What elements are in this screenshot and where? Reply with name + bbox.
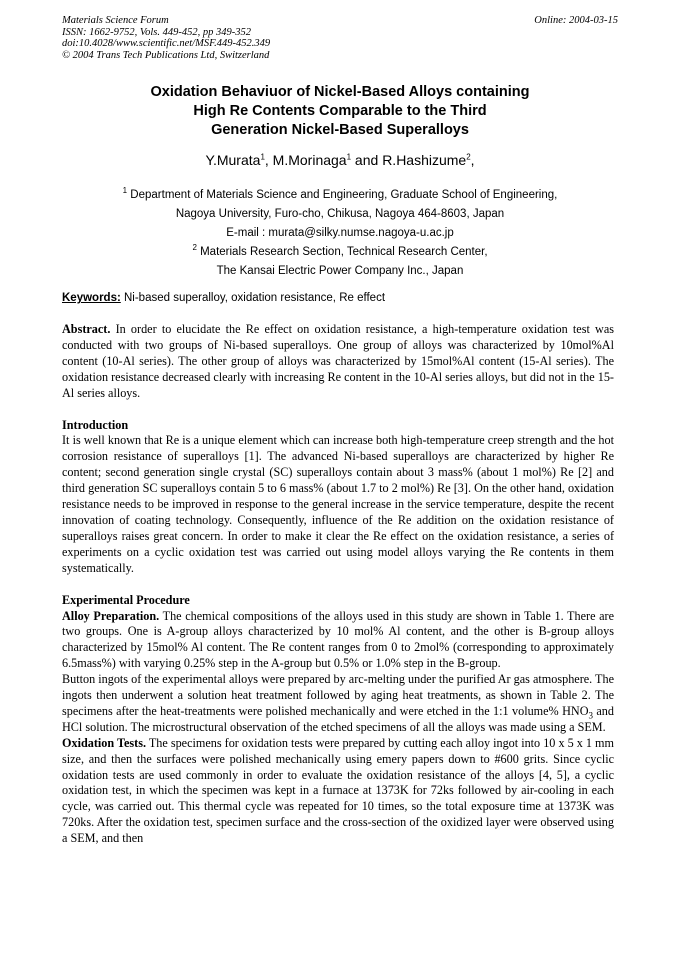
oxidation-tests-label: Oxidation Tests. bbox=[62, 735, 146, 750]
keywords-label: Keywords: bbox=[62, 292, 121, 304]
alloy-preparation-label: Alloy Preparation. bbox=[62, 608, 160, 623]
author-list-end: , bbox=[470, 152, 475, 168]
online-date: Online: 2004-03-15 bbox=[534, 15, 618, 26]
oxidation-tests-text: The specimens for oxidation tests were prepared by cutting each alloy ingot into 10 x 5 x 1 mm size, and then the surfaces were polished mechanically using emery papers down to #600 grits. Since cyclic oxidation tests are used commonly in order to evaluate the oxidation resistance of the alloys [4, 5], a cyclic oxidation test, in which the specimen was kept in a furnace at 1373K for 72ks followed by air-cooling in each cycle, was carried out. This thermal cycle was repeated for 10 times, so the total exposure time at 1373K was 720ks. After the oxidation test, specimen surface and the cross-section of the oxidized layer were observed using a SEM, and then bbox=[62, 735, 615, 846]
issn-line: ISSN: 1662-9752, Vols. 449-452, pp 349-352 bbox=[62, 26, 251, 38]
paper-title bbox=[62, 83, 618, 140]
journal-header bbox=[62, 15, 618, 61]
ingot-paragraph bbox=[62, 672, 614, 736]
journal-name: Materials Science Forum bbox=[62, 15, 169, 26]
title-line-3: Generation Nickel-Based Superalloys bbox=[211, 122, 469, 138]
ingot-text-b: and HCl solution. The microstructural observation of the etched specimens of all the alloys was made using a SEM. bbox=[62, 703, 614, 734]
doi-line[interactable]: doi:10.4028/www.scientific.net/MSF.449-452.349 bbox=[62, 38, 271, 49]
author-murata-affil: 1 bbox=[260, 152, 265, 162]
title-line-2: High Re Contents Comparable to the Third bbox=[193, 103, 487, 119]
affiliation-1 bbox=[62, 186, 618, 205]
author-separator: , bbox=[264, 152, 273, 168]
introduction-text: It is well known that Re is a unique element which can increase both high-temperature creep strength and the hot corrosion resistance of superalloys [1]. The advanced Ni-based superalloys are characterized by higher Re content; second generation single crystal (SC) superalloys contain about 3 mass% (about 1 mol%) Re [2] and third generation SC superalloys contain 5 to 6 mass% (about 1.7 to 2 mol%) Re [3]. On the other hand, oxidation resistance needs to be improved in response to the general increase in the service temperature, despite the recent innovation of coating technology. Consequently, influence of the Re addition on the oxidation resistance of superalloys raises great concern. In order to make it clear the Re effect on the oxidation resistance, a series of experiments on a cyclic oxidation test was carried out using model alloys varying the Re contents in them systematically. bbox=[62, 433, 614, 575]
hno3-subscript: 3 bbox=[588, 710, 593, 721]
author-morinaga-affil: 1 bbox=[346, 152, 352, 162]
author-list bbox=[62, 150, 618, 170]
author-hashizume-affil: 2 bbox=[466, 152, 471, 162]
affiliation-1-marker: 1 bbox=[122, 186, 128, 196]
email-line[interactable]: E-mail : murata@silky.numse.nagoya-u.ac.jp bbox=[226, 227, 454, 239]
abstract bbox=[62, 322, 614, 402]
author-murata: Y.Murata bbox=[205, 152, 261, 168]
alloy-preparation bbox=[62, 609, 614, 673]
affiliations bbox=[62, 186, 618, 281]
alloy-preparation-text: The chemical compositions of the alloys used in this study are shown in Table 1. There are two groups. One is A-group alloys characterized by 10 mol% Al content, and the other is B-group alloys characterized by 15mol% Al content. The Re content ranges from 0 to 2mol% (corresponding to approximately 6.5mass%) with varying 0.25% step in the A-group but 0.5% or 1.0% step in the B-group. bbox=[62, 608, 614, 671]
affiliation-2-line-1: Materials Research Section, Technical Research Center, bbox=[196, 246, 488, 258]
author-morinaga: M.Morinaga bbox=[272, 152, 347, 168]
author-separator: and bbox=[351, 152, 383, 168]
affiliation-1-line-1: Department of Materials Science and Engineering, Graduate School of Engineering, bbox=[127, 189, 558, 201]
affiliation-2-marker: 2 bbox=[192, 243, 197, 253]
author-hashizume: R.Hashizume bbox=[382, 152, 467, 168]
abstract-label: Abstract. bbox=[62, 322, 111, 336]
keywords-text: Ni-based superalloy, oxidation resistance, Re effect bbox=[120, 292, 386, 304]
abstract-text: In order to elucidate the Re effect on oxidation resistance, a high-temperature oxidation test was conducted with two groups of Ni-based superalloys. One group of alloys was characterized by 10mol%Al content (10-Al series). The other group of alloys was characterized by 15mol%Al content (15-Al series). The oxidation resistance decreased clearly with increasing Re content in the 10-Al series alloys, but did not in the 15-Al series alloys. bbox=[62, 322, 614, 400]
affiliation-2 bbox=[62, 243, 618, 262]
title-line-1: Oxidation Behaviuor of Nickel-Based Alloys containing bbox=[150, 84, 530, 100]
oxidation-tests bbox=[62, 736, 614, 847]
ingot-text-a: Button ingots of the experimental alloys were prepared by arc-melting under the purified Ar gas atmosphere. The ingots then underwent a solution heat treatment followed by aging heat treatments, as shown in Table 2. The specimens after the heat-treatments were polished mechanically and were etched in the 1:1 volume% HNO bbox=[62, 672, 614, 718]
affiliation-1-line-2: Nagoya University, Furo-cho, Chikusa, Nagoya 464-8603, Japan bbox=[175, 208, 505, 220]
copyright-line: © 2004 Trans Tech Publications Ltd, Switzerland bbox=[62, 49, 270, 61]
paper-body bbox=[62, 322, 614, 847]
experimental-heading: Experimental Procedure bbox=[62, 592, 190, 607]
keywords bbox=[62, 290, 618, 306]
introduction-heading: Introduction bbox=[62, 417, 129, 432]
affiliation-2-line-2: The Kansai Electric Power Company Inc., Japan bbox=[216, 265, 464, 277]
